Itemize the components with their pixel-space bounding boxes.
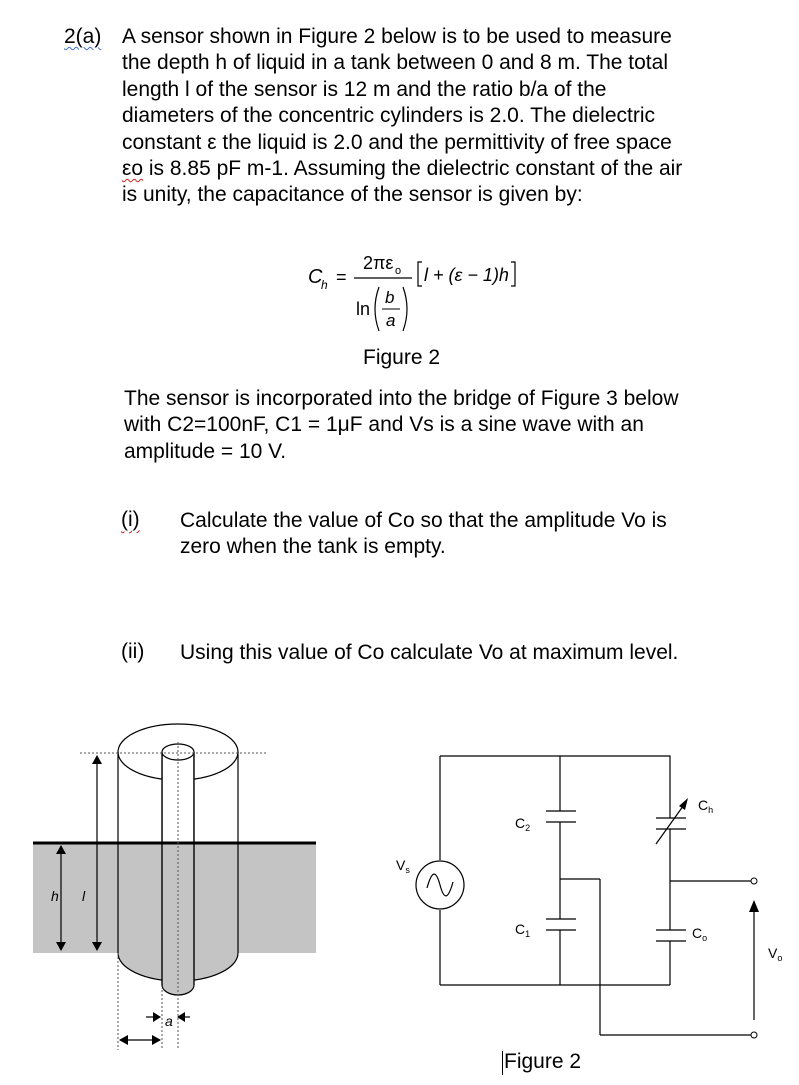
question-intro [122,24,682,209]
intro-line-rest: is 8.85 pF m-1. Assuming the dielectric constant of the air [143,157,683,181]
vs-label [396,857,410,875]
formula-numerator-sub: o [395,265,402,277]
formula-lhs-sub: h [321,278,328,292]
vo-arrow-head [749,900,759,912]
a-arrow-right-head [177,1012,185,1022]
c2-sub: 2 [525,823,531,833]
bridge-line: The sensor is incorporated into the bridge of Figure 3 below [124,387,679,410]
formula-right-bracket [511,262,515,286]
figure-caption-top: Figure 2 [363,346,441,369]
formula-svg [300,245,540,340]
ch-sub: h [708,805,714,815]
formula-left-paren [375,287,379,331]
intro-line: is unity, the capacitance of the sensor is given by: [122,183,583,207]
vs-sub: s [405,865,410,875]
c2-main: C [515,815,526,831]
c1-label [515,921,530,939]
item-i-label-text: (i) [121,508,140,531]
formula-b: b [385,288,395,307]
ch-label [698,797,713,815]
vo-label [768,945,782,963]
bridge-paragraph [124,386,678,465]
ch-variable-arrow [656,802,686,844]
h-label: h [51,888,59,904]
b-arrow-left [119,1035,128,1045]
intro-line: diameters of the concentric cylinders is 2.0. The dielectric [122,104,656,128]
question-number [64,24,101,50]
item-ii-line: Using this value of Co calculate Vo at maximum level. [180,641,679,664]
formula-bracket-content: l + (ε − 1)h [424,265,509,285]
bridge-circuit [380,740,795,1070]
vs-main: V [396,857,406,873]
a-label: a [165,1013,173,1029]
epsilon-o-text: εo [122,157,144,181]
capacitance-formula [300,245,540,340]
l-label: l [82,888,86,904]
b-arrow-right [152,1035,161,1045]
co-main: C [692,925,703,941]
item-ii-text [180,640,678,666]
item-i-line: Calculate the value of Co so that the amplitude Vo is [180,509,667,532]
formula-equals: = [336,267,347,287]
item-i-text [180,508,667,561]
intro-line: A sensor shown in Figure 2 below is to be used to measure [122,25,672,48]
text-cursor [502,1051,503,1075]
sine-wave-icon [427,874,453,896]
bridge-line: with C2=100nF, C1 = 1μF and Vs is a sine wave with an [124,413,644,437]
bridge-line: amplitude = 10 V. [124,439,287,463]
formula-right-paren [403,287,407,331]
a-arrow-left-head [153,1012,161,1022]
l-arrow-top [92,755,102,764]
vo-terminal-bottom [751,1032,757,1038]
sensor-figure [0,700,400,1070]
top-wire [440,756,670,818]
intro-line: the depth h of liquid in a tank between 0 and 8 m. The total [122,51,668,75]
formula-ln: ln [356,299,371,319]
co-label [692,925,707,943]
item-i-label [121,508,140,532]
intro-line-permittivity [122,156,682,182]
item-ii-label: (ii) [121,640,145,663]
intro-line: length l of the sensor is 12 m and the ratio b/a of the [122,77,607,101]
intro-line: constant ε the liquid is 2.0 and the permittivity of free space [122,130,672,154]
vo-sub: o [777,953,783,963]
ch-arrow-head [679,798,688,810]
formula-lhs: C [308,266,323,288]
ch-main: C [698,797,709,813]
c1-main: C [515,921,526,937]
vo-main: V [768,945,778,961]
c1-sub: 1 [525,929,531,939]
formula-numerator: 2πε [363,253,394,273]
vo-terminal-top [751,878,757,884]
formula-left-bracket [418,262,422,286]
formula-a: a [386,311,396,330]
question-number-text: 2(a) [64,25,102,48]
co-sub: o [702,933,708,943]
item-i-line: zero when the tank is empty. [180,535,446,559]
figure-caption-bottom: Figure 2 [504,1050,582,1073]
c2-label [515,815,530,833]
